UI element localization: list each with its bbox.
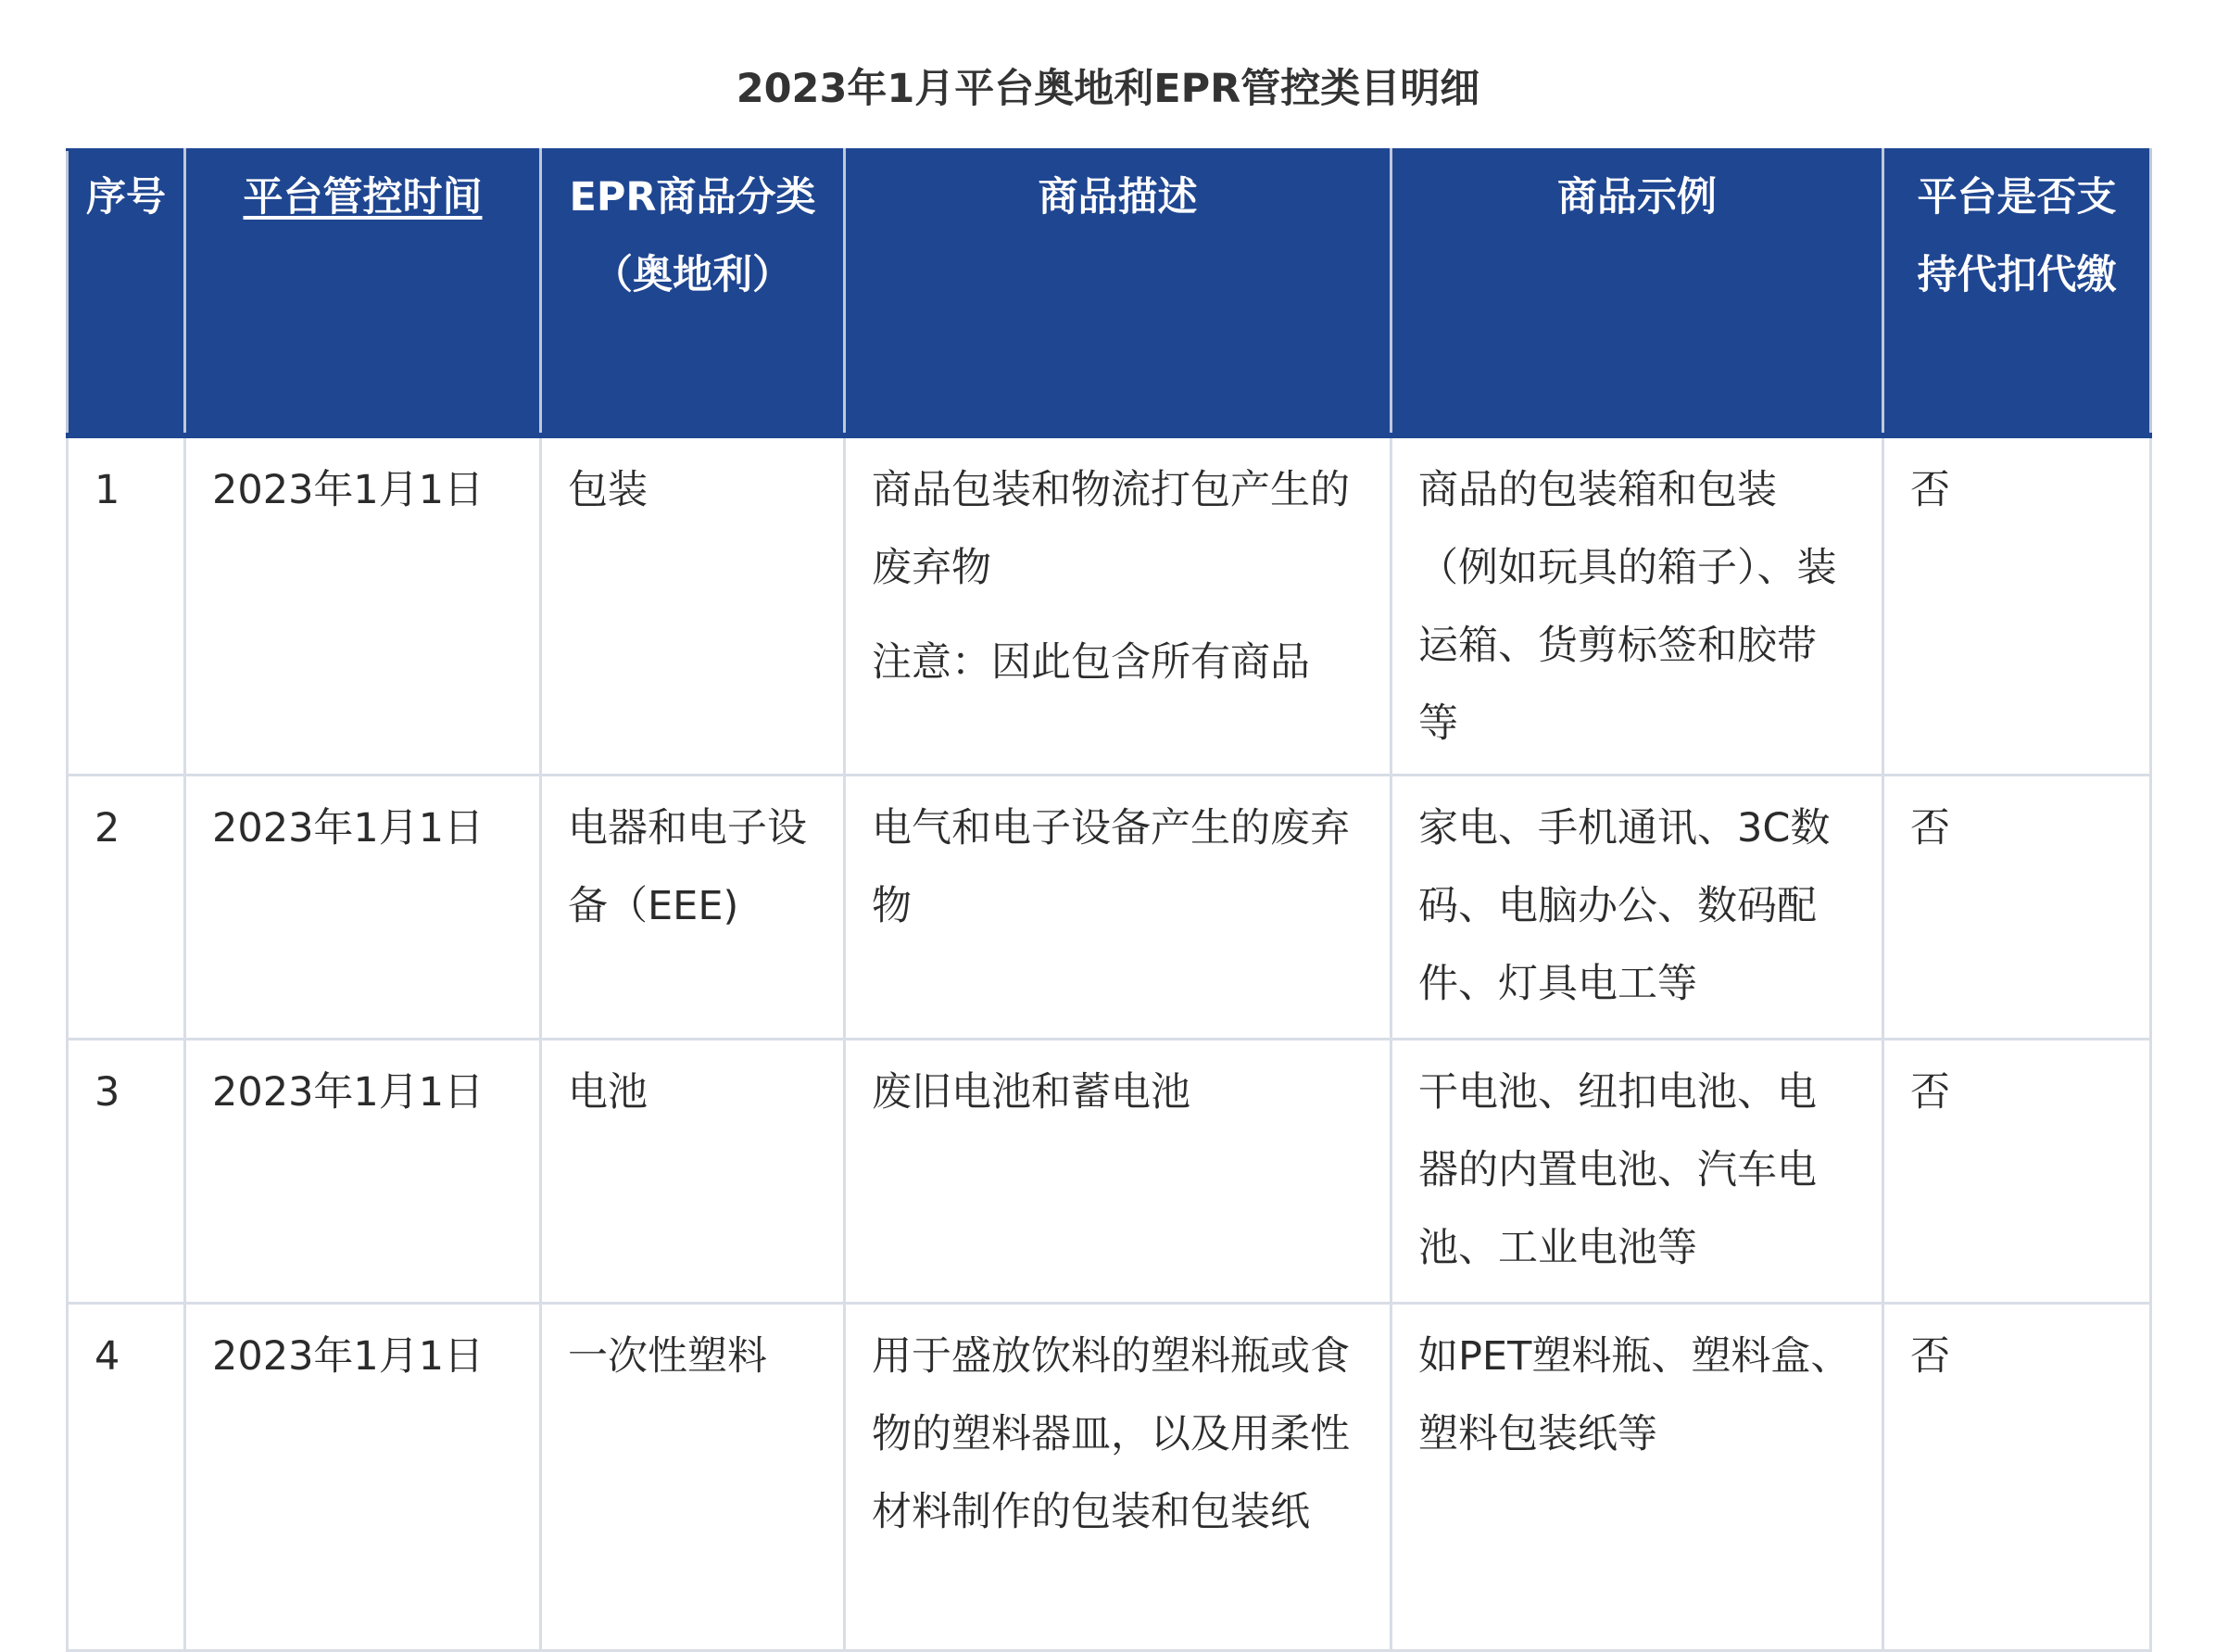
table-row: [68, 435, 2151, 776]
cell-support: 否: [1883, 435, 2151, 776]
header-control-time: 平台管控时间: [185, 150, 541, 435]
cell-category: 电器和电子设备（EEE): [541, 775, 845, 1039]
cell-control-time: 2023年1月1日: [185, 775, 541, 1039]
header-category: EPR商品分类 （奥地利）: [541, 150, 845, 435]
header-no: 序号: [68, 150, 185, 435]
description-text: 商品包装和物流打包产生的废弃物: [872, 466, 1350, 591]
cell-control-time: 2023年1月1日: [185, 435, 541, 776]
header-category-region: （奥地利）: [593, 252, 792, 298]
cell-no: 4: [68, 1303, 185, 1650]
cell-no: 3: [68, 1039, 185, 1303]
cell-support: 否: [1883, 775, 2151, 1039]
table-row: [68, 1039, 2151, 1303]
cell-description: [845, 435, 1391, 776]
header-description: 商品描述: [845, 150, 1391, 435]
cell-control-time: 2023年1月1日: [185, 1303, 541, 1650]
cell-examples: 如PET塑料瓶、塑料盒、塑料包装纸等: [1391, 1303, 1883, 1650]
table-row: [68, 1303, 2151, 1650]
cell-control-time: 2023年1月1日: [185, 1039, 541, 1303]
cell-description: 电气和电子设备产生的废弃物: [845, 775, 1391, 1039]
cell-no: 1: [68, 435, 185, 776]
table-row: [68, 775, 2151, 1039]
cell-category: 一次性塑料: [541, 1303, 845, 1650]
description-note: 注意：因此包含所有商品: [872, 638, 1310, 686]
cell-examples: 商品的包装箱和包装（例如玩具的箱子）、装运箱、货剪标签和胶带等: [1391, 435, 1883, 776]
cell-category: 电池: [541, 1039, 845, 1303]
cell-examples: 干电池、纽扣电池、电器的内置电池、汽车电池、工业电池等: [1391, 1039, 1883, 1303]
cell-examples: 家电、手机通讯、3C数码、电脑办公、数码配件、灯具电工等: [1391, 775, 1883, 1039]
cell-category: 包装: [541, 435, 845, 776]
cell-support: 否: [1883, 1039, 2151, 1303]
cell-no: 2: [68, 775, 185, 1039]
header-support: 平台是否支持代扣代缴: [1883, 150, 2151, 435]
page-title: 2023年1月平台奥地利EPR管控类目明细: [736, 66, 1480, 112]
epr-category-table: [66, 148, 2152, 1652]
cell-support: 否: [1883, 1303, 2151, 1650]
table-header-row: [68, 150, 2151, 435]
header-examples: 商品示例: [1391, 150, 1883, 435]
cell-description: 用于盛放饮料的塑料瓶或食物的塑料器皿，以及用柔性材料制作的包装和包装纸: [845, 1303, 1391, 1650]
cell-description: 废旧电池和蓄电池: [845, 1039, 1391, 1303]
